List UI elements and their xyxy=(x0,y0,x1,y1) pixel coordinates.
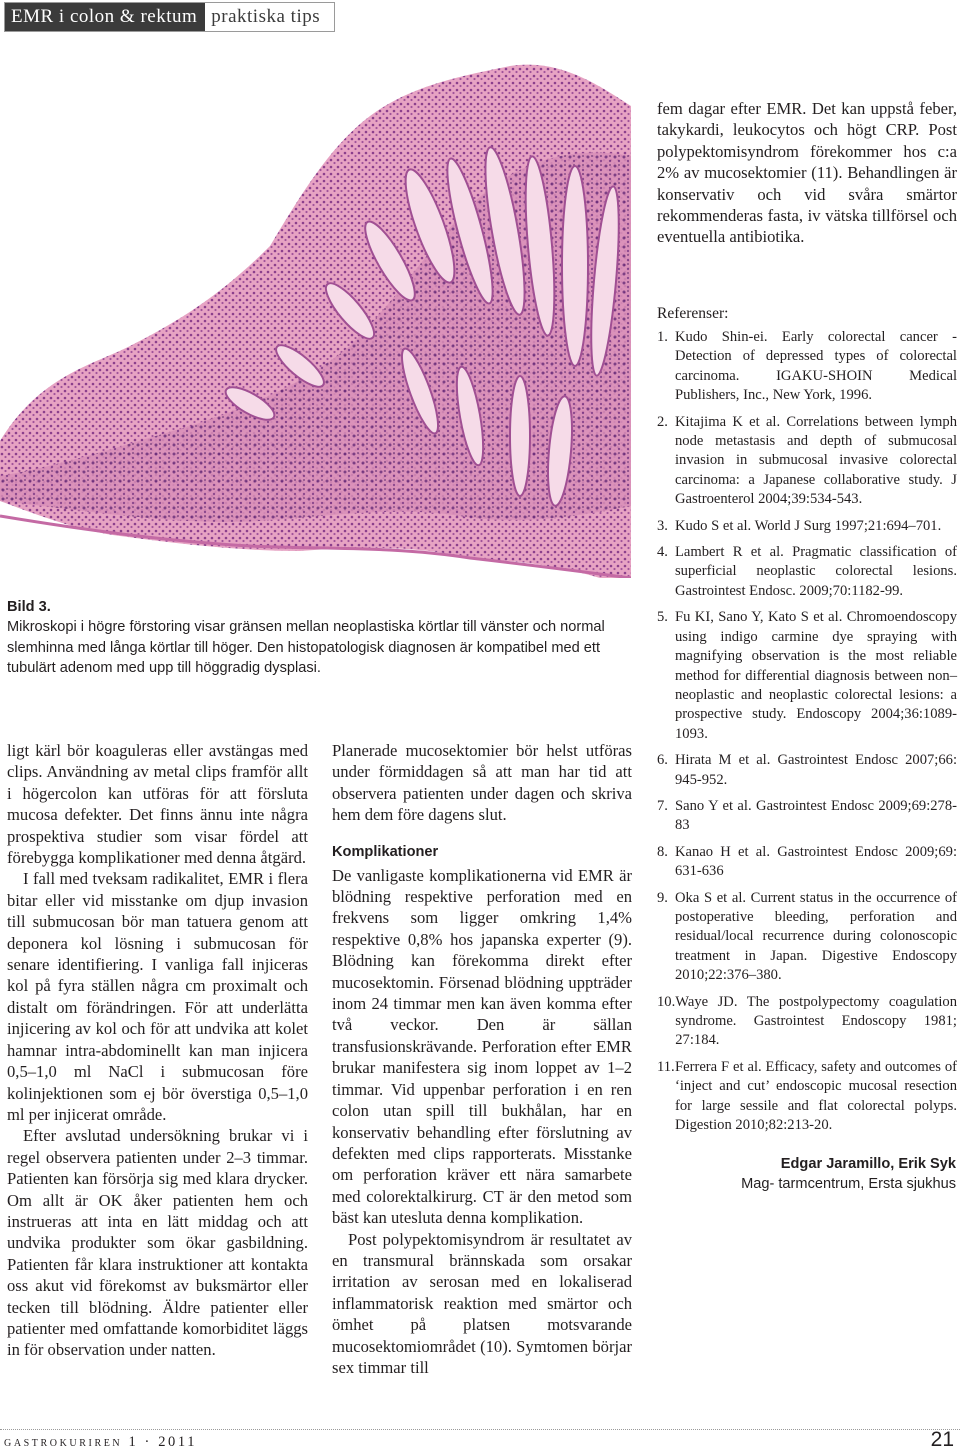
reference-item xyxy=(657,843,957,882)
reference-item xyxy=(657,889,957,986)
reference-text: Kitajima K et al. Correlations between lymph node metastasis and depth of submucosal invasion in submucosal invasive colorectal carcinoma: a Japanese collaborative study. J Gastroenterol 2004;39:534-543. xyxy=(675,413,957,508)
reference-item xyxy=(657,328,957,406)
reference-number: 7. xyxy=(657,797,668,814)
paragraph: De vanligaste komplikationerna vid EMR är blödning respektive perforation med en frekvens som ligger omkring 1,4% respektive 0,8% hos japanska experter (9). Blödning kan förekomma direkt efter mucosektomin. Försenad blödning uppträder inom 24 timmar men kan även komma efter två veckor. Den är sällan transfusionskrävande. Perforation efter EMR brukar manifestera sig inom loppet av 1–2 timmar. Vid uppenbar perforation i en ren colon utan spill till bukhålan, har en konservativ behandling efter förslutning av defekten med clips rapporterats. Misstanke om perforation kräver ett nära samarbete med colorektalkirurg. CT är den metod som bäst kan utesluta denna komplikation. xyxy=(332,865,632,1228)
reference-item xyxy=(657,993,957,1051)
reference-number: 4. xyxy=(657,544,668,561)
caption-text: Mikroskopi i högre förstoring visar gränsen mellan neoplastiska körtlar till vänster och normal slemhinna med långa körtlar till höger. Den histopatologisk diagnosen är kompatibel med ett tubulärt adenom med upp till höggradig dysplasi. xyxy=(7,619,605,676)
references-title: Referenser: xyxy=(657,305,729,322)
column-2 xyxy=(332,740,632,1378)
reference-item xyxy=(657,517,957,536)
column-3 xyxy=(657,98,957,248)
reference-number: 6. xyxy=(657,752,668,769)
reference-text: Kanao H et al. Gastrointest Endosc 2009;69: 631-636 xyxy=(675,843,957,880)
paragraph: I fall med tveksam radikalitet, EMR i flera bitar eller vid misstanke om djup invasion till submucosan bör man tatuera genom att deponera kol lösning i submucosan för senare identifiering. I vanliga fall injiceras kol på fyra ställen några cm proximalt och distalt om förändringen. För att underlätta injicering av kol och för att undvika att kolet hamnar intra-abdominellt kan man injicera 0,5–1,0 ml NaCl i submucosan före kolinjektionen som ej bör överstiga 0,5–1,0 ml per injicerat område. xyxy=(7,869,308,1124)
caption-label: Bild 3. xyxy=(7,599,51,615)
reference-text: Kudo S et al. World J Surg 1997;21:694–701. xyxy=(675,517,942,534)
reference-number: 10. xyxy=(657,993,676,1010)
footer-divider xyxy=(0,1429,960,1431)
reference-number: 5. xyxy=(657,609,668,626)
author-block xyxy=(741,1154,956,1194)
subheading-komplikationer: Komplikationer xyxy=(332,843,439,860)
histology-micrograph xyxy=(0,46,631,578)
reference-number: 8. xyxy=(657,843,668,860)
paragraph: ligt kärl bör koaguleras eller avstängas med clips. Användning av metal clips framför allt i högercolon kan utföras för att försluta mucosa defekter. Det finns ännu inte några prospektiva studier som visar fördel att förebygga komplikationer med denna åtgärd. xyxy=(7,741,308,868)
page-number: 21 xyxy=(930,1428,954,1451)
paragraph: fem dagar efter EMR. Det kan uppstå feber, takykardi, leukocytos och högt CRP. Post polypektomisyndrom förekommer hos c:a 2% av mucosektomier (11). Behandlingen är konservativ och vid svåra smärtor rekommenderas fasta, iv vätska tillförsel och eventuella antibiotika. xyxy=(657,99,957,247)
reference-text: Waye JD. The postpolypectomy coagulation syndrome. Gastrointest Endoscopy 1981; 27:184. xyxy=(675,993,957,1049)
reference-item xyxy=(657,608,957,744)
reference-item xyxy=(657,1058,957,1136)
author-names: Edgar Jaramillo, Erik Syk xyxy=(780,1156,956,1172)
series-title: praktiska tips xyxy=(205,3,334,31)
author-affiliation: Mag- tarmcentrum, Ersta sjukhus xyxy=(741,1176,956,1192)
reference-text: Fu KI, Sano Y, Kato S et al. Chromoendoscopy using indigo carmine dye spraying with magnifying observation is the most reliable method for differential diagnosis between non–neoplastic and neoplastic colorectal lesions: a prospective study. Endoscopy 2004;36:1089-1093. xyxy=(675,609,957,742)
reference-number: 9. xyxy=(657,889,668,906)
references-list xyxy=(657,328,957,1142)
reference-item xyxy=(657,543,957,601)
reference-text: Kudo Shin-ei. Early colorectal cancer - Detection of depressed types of colorectal carcinoma. IGAKU-SHOIN Medical Publishers, Inc., New York, 1996. xyxy=(675,329,957,404)
journal-name: gastrokuriren 1 · 2011 xyxy=(4,1434,198,1450)
reference-number: 11. xyxy=(657,1058,675,1075)
paragraph: Efter avslutad undersökning brukar vi i regel observera patienten under 2–3 timmar. Patienten kan försörja sig med klara drycker. Om allt är OK åker patienten hem och instrueras att inta en lätt middag och att undvika produkter som ökar gasbildning. Patienten får klara instruktioner att kontakta oss akut vid förekomst av buksmärtor eller tecken till blödning. Äldre patienter eller patienter med omfattande komorbiditet läggs in för observation under natten. xyxy=(7,1126,308,1360)
reference-text: Lambert R et al. Pragmatic classification of superficial neoplastic colorectal lesions. Gastrointest Endosc. 2009;70:1182-99. xyxy=(675,544,957,599)
paragraph: Post polypektomisyndrom är resultatet av en transmural brännskada som orsakar irritation av serosan med en lokaliserad inflammatorisk reaktion med smärtor och ömhet på platsen motsvarande mucosektomiområdet (10). Symtomen börjar sex timmar till xyxy=(332,1229,632,1377)
figure-caption xyxy=(7,597,619,678)
reference-text: Oka S et al. Current status in the occurrence of postoperative bleeding, perforation and residual/local recurrence during colonoscopic treatment in Japan. Digestive Endoscopy 2010;22:376–380. xyxy=(675,889,957,984)
reference-text: Ferrera F et al. Efficacy, safety and outcomes of ‘inject and cut’ endoscopic mucosal resection for large sessile and flat colorectal polyps. Digestion 2010;82:213-20. xyxy=(675,1058,957,1134)
reference-item xyxy=(657,797,957,836)
section-header xyxy=(4,2,335,32)
reference-item xyxy=(657,751,957,790)
reference-number: 2. xyxy=(657,413,668,430)
reference-text: Sano Y et al. Gastrointest Endosc 2009;69:278-83 xyxy=(675,797,957,834)
gland-crypt xyxy=(562,166,588,366)
reference-item xyxy=(657,413,957,510)
reference-number: 3. xyxy=(657,517,668,534)
section-title: EMR i colon & rektum xyxy=(5,3,205,31)
reference-text: Hirata M et al. Gastrointest Endosc 2007;66: 945-952. xyxy=(675,752,957,788)
reference-number: 1. xyxy=(657,329,668,345)
gland-crypt xyxy=(510,376,530,496)
paragraph: Planerade mucosektomier bör helst utföras under förmiddagen så att man har tid att observera patienten under dagen och skriva hem dem före dagens slut. xyxy=(332,741,632,825)
column-1 xyxy=(7,740,308,1361)
